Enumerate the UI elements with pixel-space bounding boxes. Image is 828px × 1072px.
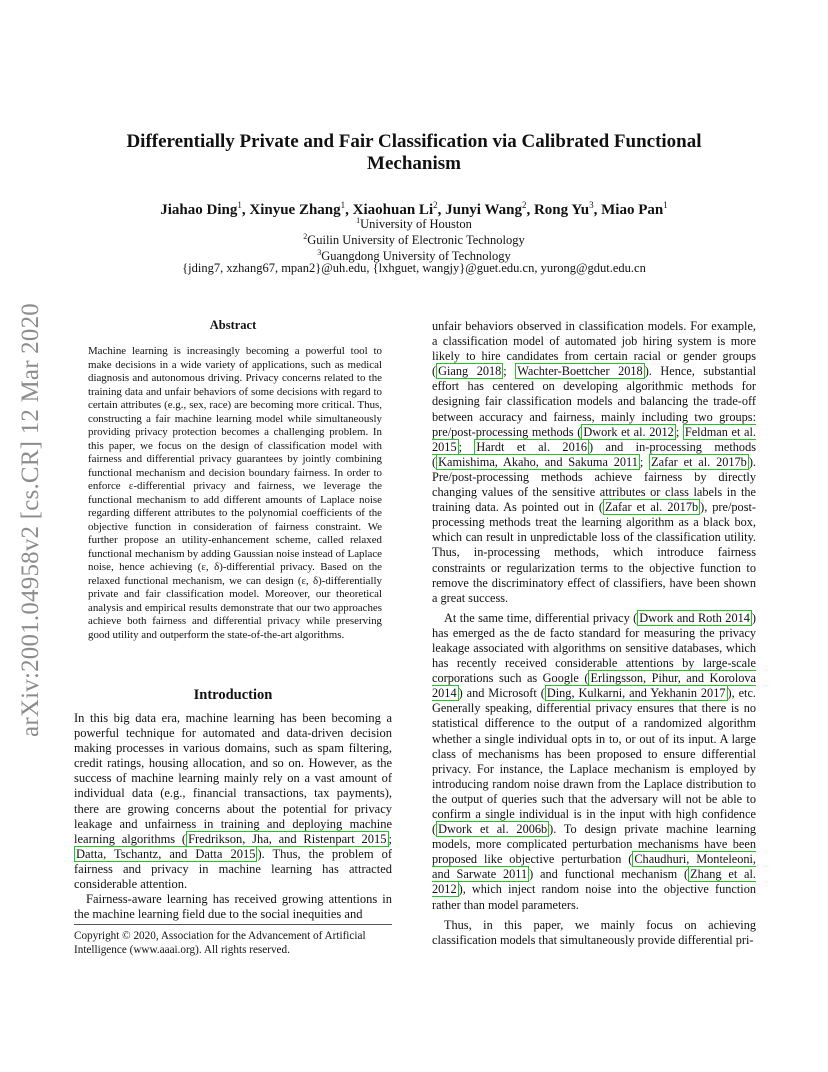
citation-link[interactable]: Hardt et al. 2016 xyxy=(476,439,588,454)
author-affil-mark: 2 xyxy=(433,200,438,210)
text-run: ). Hence, substantial effort has centered on developing algorithmic methods for designing fair classification models and balancing the trade-off between accuracy and fairness, mainly including two groups: pre/post-processing methods ( xyxy=(432,364,756,439)
affil-mark: 3 xyxy=(317,248,322,257)
text-run: ). Thus, the problem of fairness and privacy in machine learning has attracted considerable attention. xyxy=(74,846,392,892)
abstract-heading: Abstract xyxy=(209,318,257,332)
author-name: Xinyue Zhang xyxy=(249,202,341,218)
citation-link[interactable]: Dwork et al. 2012 xyxy=(583,424,674,439)
author-name: Rong Yu xyxy=(533,202,590,218)
text-run: At the same time, differential privacy ( xyxy=(444,610,638,625)
affil-name: University of Houston xyxy=(360,217,472,232)
introduction-body xyxy=(74,711,392,922)
citation-link[interactable]: Fredrikson, Jha, and Ristenpart 2015 xyxy=(188,831,387,846)
author-affil-mark: 1 xyxy=(340,200,346,210)
introduction-heading: Introduction xyxy=(193,687,273,703)
affil-name: Guangdong University of Technology xyxy=(321,249,511,264)
citation-link[interactable]: Kamishima, Akaho, and Sakuma 2011 xyxy=(438,454,638,469)
citation-link[interactable]: Ding, Kulkarni, and Yekhanin 2017 xyxy=(546,686,726,701)
author-affil-mark: 1 xyxy=(237,200,242,210)
affil-mark: 1 xyxy=(356,216,361,225)
paragraph: unfair behaviors observed in classification models. For example, a classification model of automated job hiring system is more likely to hire candidates from certain racial or gender groups ( Giang 2018 ; Wachter-Boettcher 2018 ). Hence, substantial effort has centered on developing algorithmic methods for designing fair classification models and balancing the trade-off between accuracy and fairness, mainly including two groups: pre/post-processing methods ( Dwork et al. 2012 ; Feldman et al. 2015 ; Hardt et al. 2016 ) and in-processing methods ( Kamishima, Akaho, and Sakuma 2011 ; Zafar et al. 2017b ). Pre/post-processing methods achieve fairness by directly changing values of the sensitive attributes or class labels in the training data. As pointed out in ( Zafar et al. 2017b ), pre/post-processing methods treat the learning algorithm as a black box, which can result in unpredictable loss of the classification utility. Thus, in-processing methods, which introduce fairness constraints or regularization terms to the objective function to remove the discriminatory effect of classifiers, have been shown a great success. xyxy=(432,319,756,605)
author-name: Junyi Wang xyxy=(445,202,522,218)
right-column-body xyxy=(432,319,756,948)
text-run: ) and Microsoft ( xyxy=(458,686,545,701)
text-run: ). To design private machine learning models, more complicated perturbation mechanisms have been proposed like objective perturbation ( xyxy=(432,822,756,867)
text-run: In this big data era, machine learning has been becoming a powerful technique for automated and data-driven decision making processes in various domains, such as spam filtering, credit ratings, housing allocation, and so on. However, as the success of machine learning mainly rely on a vast amount of individual data (e.g., financial transactions, tax payments), there are growing concerns about the potential for privacy leakage and unfairness in training and deploying machine learning algorithms ( xyxy=(74,711,392,846)
citation-link[interactable]: Dwork et al. 2006b xyxy=(438,822,548,837)
text-run: ) has emerged as the de facto standard for measuring the privacy leakage associated with algorithms on sensitive databases, which has recently received considerable attentions by large-scale corporations such as Google ( xyxy=(432,610,756,686)
author-affil-mark: 3 xyxy=(589,200,594,210)
footnote-rule xyxy=(74,924,392,925)
citation-link[interactable]: Dwork and Roth 2014 xyxy=(639,610,750,625)
paragraph xyxy=(74,711,392,892)
abstract-text: Machine learning is increasingly becoming a powerful tool to make decisions in a wide variety of applications, such as medical diagnosis and autonomous driving. Privacy concerns related to the training data and unfair behaviors of some decisions with regard to certain attributes (e.g., sex, race) are becoming more critical. Thus, constructing a fair machine learning model while simultaneously providing privacy protection becomes a challenging problem. In this paper, we focus on the design of classification model with fairness and differential privacy guarantees by jointly combining functional mechanism and decision boundary fairness. In order to enforce ε-differential privacy and fairness, we leverage the functional mechanism to add different amounts of Laplace noise regarding different attributes to the polynomial coefficients of the objective function in consideration of fairness constraint. We further propose an utility-enhancement scheme, called relaxed functional mechanism by adding Gaussian noise instead of Laplace noise, hence achieving (ε, δ)-differential privacy. Based on the relaxed functional mechanism, we can design (ε, δ)-differentially private and fair classification model. Moreover, our theoretical analysis and empirical results demonstrate that our two approaches achieve both fairness and differential privacy while preserving good utility and outperform the state-of-the-art algorithms. xyxy=(88,345,382,641)
text-run: ) and in-processing methods ( xyxy=(432,439,756,469)
arxiv-sidebar xyxy=(6,285,56,755)
text-run: ). Pre/post-processing methods achieve fairness by directly changing values of the sensitive attributes or class labels in the training data. As pointed out in ( xyxy=(432,454,756,515)
paragraph: Thus, in this paper, we mainly focus on achieving classification models that simultaneously provide differential pri- xyxy=(432,917,756,947)
text-run: ), which inject random noise into the objective function rather than model parameters. xyxy=(432,882,756,912)
copyright-text: Copyright © 2020, Association for the Advancement of Artificial Intelligence (www.aaai.org). All rights reserved. xyxy=(74,930,366,956)
citation-link[interactable]: Zafar et al. 2017b xyxy=(604,500,699,515)
citation-link[interactable]: Zafar et al. 2017b xyxy=(651,454,747,469)
affil-name: Guilin University of Electronic Technology xyxy=(307,233,525,248)
author-name: Miao Pan xyxy=(601,202,664,218)
text-run: ), etc. Generally speaking, differential privacy ensures that there is no statistical difference to the output of a randomized algorithm whether a single individual opts in to, or out of its input. A large class of mechanisms has been proposed to ensure differential privacy. For instance, the Laplace mechanism is employed by introducing random noise drawn from the Laplace distribution to the output of queries such that the adversary will not be able to confirm a single individual is in the input with high confidence ( xyxy=(432,686,757,837)
author-list: Jiahao Ding$^1$, Xinyue Zhang$^1$, Xiaohuan Li$^2$, Junyi Wang$^2$, Rong Yu$^3$, Miao Pan$^1$ xyxy=(160,200,668,218)
text-run: ) and functional mechanism ( xyxy=(529,867,689,882)
citation-link[interactable]: Wachter-Boettcher 2018 xyxy=(517,364,643,379)
author-affil-mark: 1 xyxy=(663,200,668,210)
copyright-footnote xyxy=(74,924,392,957)
paper-title: Differentially Private and Fair Classification via Calibrated Functional Mechanism xyxy=(126,131,702,174)
author-name: Jiahao Ding xyxy=(160,202,238,218)
paragraph xyxy=(432,611,756,913)
text-run: ; xyxy=(388,831,392,846)
citation-link[interactable]: Erlingsson, Pihur, and Korolova 2014 xyxy=(432,671,756,701)
paragraph: Fairness-aware learning has received growing attentions in the machine learning field due to the social inequities and xyxy=(74,892,392,922)
author-affil-mark: 2 xyxy=(521,200,527,210)
citation-link[interactable]: Zhang et al. 2012 xyxy=(432,867,756,897)
text-run: unfair behaviors observed in classification models. For example, a classification model of automated job hiring system is more likely to hire candidates from certain racial or gender groups ( xyxy=(432,319,756,379)
author-emails: {jding7, xzhang67, mpan2}@uh.edu, {lxhguet, wangjy}@guet.edu.cn, yurong@gdut.edu.cn xyxy=(182,261,646,275)
citation-link[interactable]: Chaudhuri, Monteleoni, and Sarwate 2011 xyxy=(432,852,756,882)
citation-link[interactable]: Datta, Tschantz, and Datta 2015 xyxy=(76,846,256,861)
author-name: Xiaohuan Li xyxy=(352,202,434,218)
citation-link[interactable]: Feldman et al. 2015 xyxy=(432,424,756,454)
citation-link[interactable]: Giang 2018 xyxy=(438,364,502,379)
text-run: ), pre/post-processing methods treat the learning algorithm as a black box, which can result in unpredictable loss of the classification utility. Thus, in-processing methods, which introduce fairness constraints or regularization terms to the objective function to remove the discriminatory effect of classifiers, have been shown a great success. xyxy=(432,500,756,605)
affil-mark: 2 xyxy=(303,232,308,241)
arxiv-identifier: arXiv:2001.04958v2 [cs.CR] 12 Mar 2020 xyxy=(17,303,44,737)
